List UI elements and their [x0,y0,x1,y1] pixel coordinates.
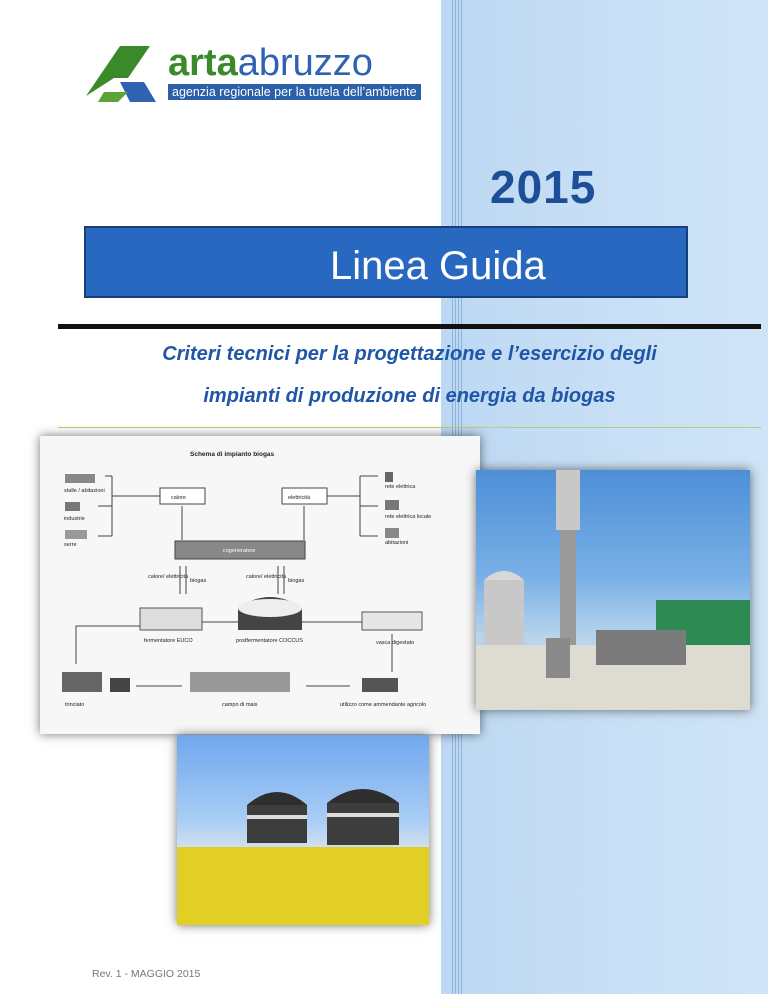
label-fermentatore: fermentatore EUCO [144,638,193,644]
label-rete-locale: rete elettrica locale [385,514,432,520]
label-calore-elettricita-2: calore/ elettricità [246,574,287,580]
logo-arta: arta [168,42,238,84]
cover-year: 2015 [490,161,597,213]
field-photo-illustration [177,735,429,925]
label-postfermentatore: postfermentatore COCCUS [236,638,303,644]
label-biogas-2: biogas [288,578,305,584]
schema-title: Schema di impianto biogas [190,451,275,458]
label-cogeneratore: cogeneratore [223,548,256,554]
label-calore: calore [171,495,186,501]
label-vasca: vasca digestato [376,640,415,646]
plant-photo-illustration [476,470,750,710]
label-biogas-1: biogas [190,578,207,584]
label-rete-elettrica: rete elettrica [385,484,416,490]
revision-footer: Rev. 1 - MAGGIO 2015 [92,968,201,980]
label-utilizzo: utilizzo come ammendante agricolo [340,702,427,708]
arta-logo [84,44,424,104]
biogas-plant-photo [476,470,750,710]
label-stalle: stalle / abitazioni [64,488,105,494]
label-trinciato: trinciato [65,702,85,708]
divider-rule-green [58,427,761,428]
divider-rule [58,324,761,329]
cover-title: Linea Guida [330,244,546,288]
label-industrie: industrie [64,516,85,522]
label-abitazioni: abitazioni [385,540,409,546]
subtitle-line-2: impianti di produzione di energia da biogas [203,385,616,407]
logo-tagline: agenzia regionale per la tutela dell’ambiente [168,84,421,100]
rapeseed-field-photo [177,735,429,925]
arta-logo-icon [84,44,164,104]
label-serre: serre [64,542,77,548]
logo-abruzzo: abruzzo [237,42,373,84]
biogas-schema-diagram [40,436,480,734]
logo-wordmark [168,44,373,82]
label-calore-elettricita-1: calore/ elettricità [148,574,189,580]
label-elettricita: elettricità [288,495,311,501]
biogas-schema-image [40,436,480,734]
label-campo: campo di mais [222,702,258,708]
subtitle-line-1: Criteri tecnici per la progettazione e l’esercizio degli [162,343,657,365]
